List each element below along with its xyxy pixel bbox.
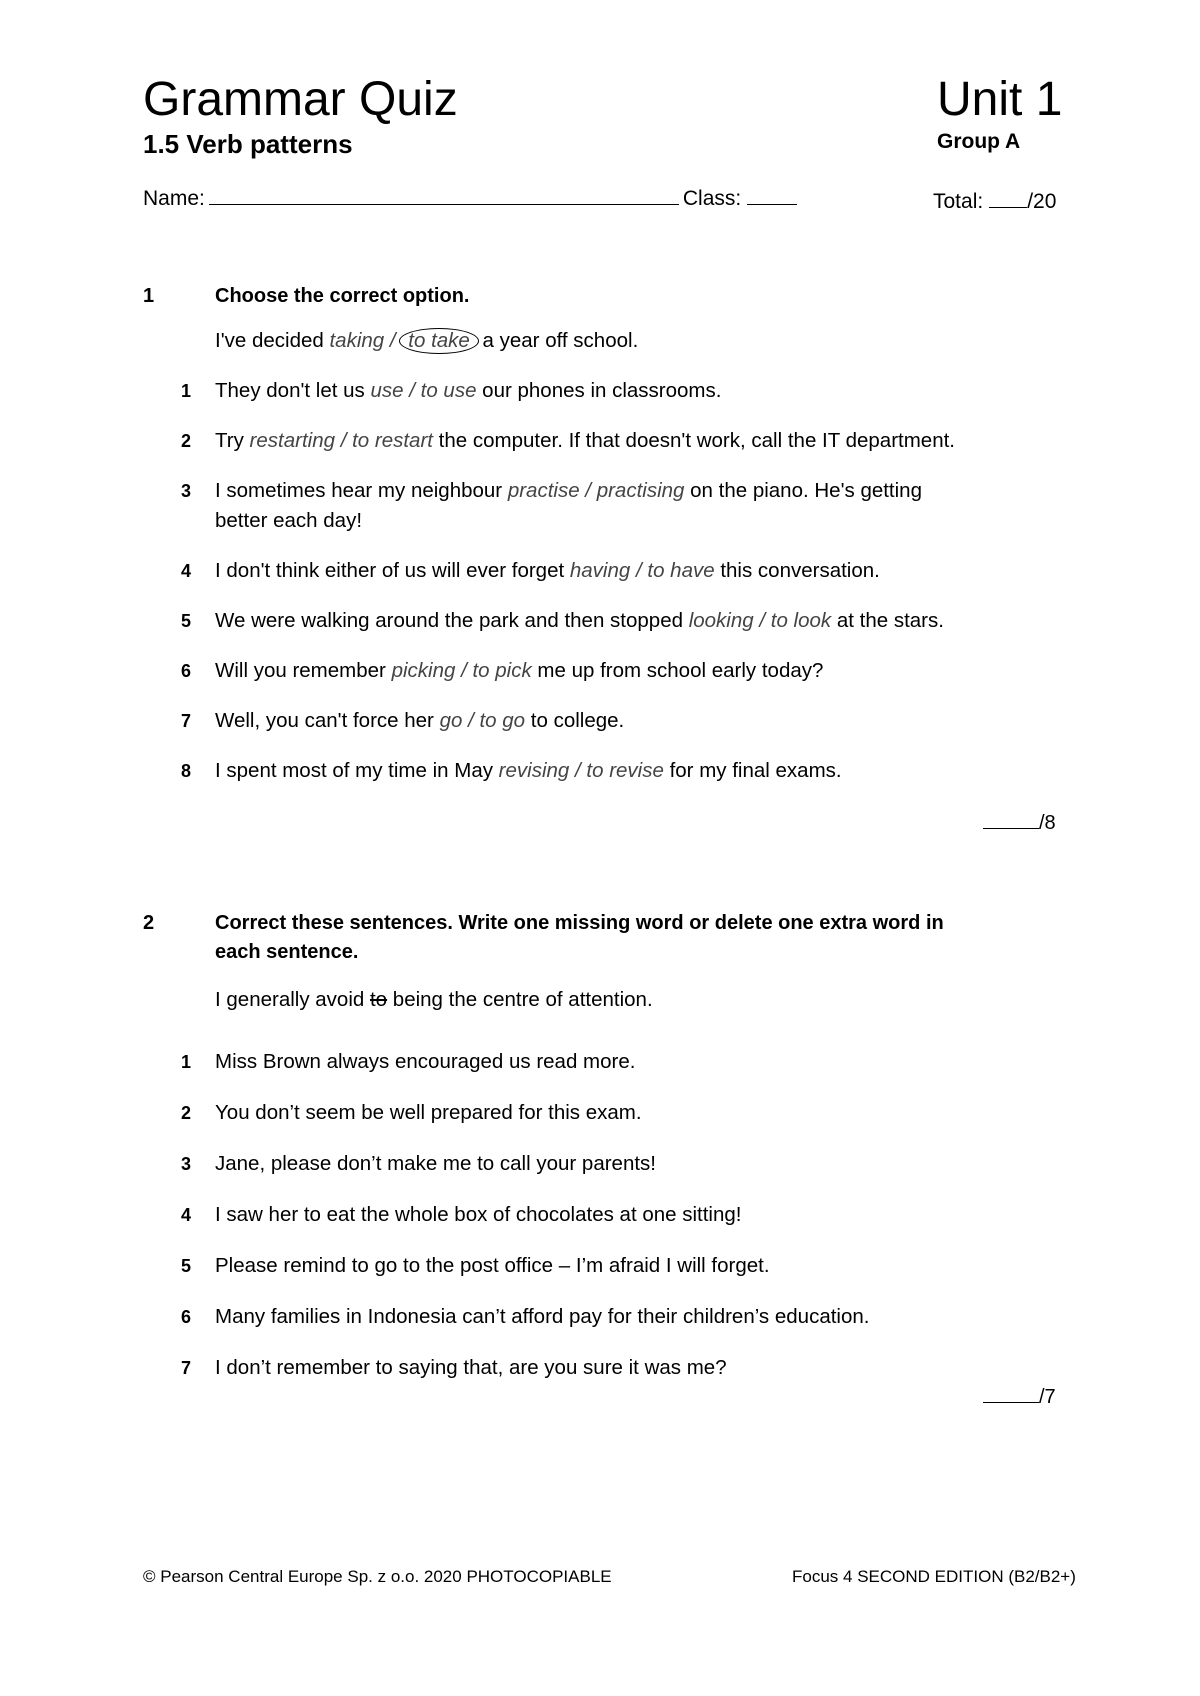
- s2-item[interactable]: Many families in Indonesia can’t afford pay for their children’s education.: [215, 1305, 870, 1328]
- section2-score: /7: [983, 1383, 1056, 1411]
- s1-item-number: 6: [180, 661, 191, 681]
- struck-word: to: [369, 988, 388, 1011]
- s2-item-number: 5: [180, 1256, 191, 1276]
- s2-item-number: 1: [180, 1052, 191, 1072]
- footer-edition: Focus 4 SECOND EDITION (B2/B2+): [792, 1567, 1076, 1586]
- s2-item[interactable]: I don’t remember to saying that, are you sure it was me?: [215, 1356, 727, 1379]
- group-label: Group A: [937, 130, 1021, 153]
- s1-item-number: 3: [180, 481, 191, 501]
- s2-item[interactable]: I saw her to eat the whole box of chocolates at one sitting!: [215, 1203, 742, 1226]
- page-subtitle: 1.5 Verb patterns: [143, 129, 353, 159]
- section1-score-field[interactable]: [983, 810, 1039, 829]
- answer-options[interactable]: having / to have: [569, 559, 715, 582]
- section2-instruction: Correct these sentences. Write one missing word or delete one extra word in each sentence.: [215, 912, 944, 963]
- answer-options[interactable]: picking / to pick: [391, 659, 532, 682]
- s1-item: I spent most of my time in May revising / to revise for my final exams.: [215, 759, 842, 782]
- s1-item-number: 4: [180, 561, 191, 581]
- s2-item-number: 7: [180, 1358, 191, 1378]
- s1-item: Try restarting / to restart the computer. If that doesn't work, call the IT department.: [215, 429, 955, 452]
- s1-item-number: 1: [180, 381, 191, 401]
- s1-item: I don't think either of us will ever forget having / to have this conversation.: [215, 559, 880, 582]
- answer-options[interactable]: go / to go: [439, 709, 526, 732]
- answer-options[interactable]: looking / to look: [688, 609, 832, 632]
- s1-item-number: 7: [180, 711, 191, 731]
- s1-item-continuation: better each day!: [215, 509, 363, 532]
- section1-instruction: Choose the correct option.: [215, 285, 470, 307]
- total-row: [933, 188, 1056, 216]
- total-field[interactable]: [989, 189, 1027, 208]
- section2-score-field[interactable]: [983, 1384, 1039, 1403]
- section1-example: I've decided taking / to take a year off school.: [215, 329, 639, 352]
- s1-item: They don't let us use / to use our phones in classrooms.: [215, 379, 722, 402]
- name-class-row: [143, 185, 797, 213]
- section2-example: I generally avoid to being the centre of attention.: [215, 988, 653, 1011]
- s2-item-number: 2: [180, 1103, 191, 1123]
- s2-item[interactable]: You don’t seem be well prepared for this exam.: [215, 1101, 642, 1124]
- class-label: Class:: [682, 187, 742, 210]
- footer-copyright: © Pearson Central Europe Sp. z o.o. 2020 PHOTOCOPIABLE: [143, 1567, 612, 1586]
- s2-item[interactable]: Jane, please don’t make me to call your parents!: [215, 1152, 656, 1175]
- answer-options[interactable]: restarting / to restart: [249, 429, 433, 452]
- total-label: Total:: [933, 190, 984, 213]
- s2-item[interactable]: Please remind to go to the post office – I’m afraid I will forget.: [215, 1254, 770, 1277]
- s2-item-number: 4: [180, 1205, 191, 1225]
- s2-item-number: 3: [180, 1154, 191, 1174]
- name-label: Name:: [143, 187, 205, 210]
- s1-item: We were walking around the park and then stopped looking / to look at the stars.: [215, 609, 944, 632]
- s1-item: I sometimes hear my neighbour practise / practising on the piano. He's getting: [215, 479, 922, 502]
- section1-score: /8: [983, 809, 1056, 837]
- name-field[interactable]: [209, 186, 679, 205]
- s1-item-number: 8: [180, 761, 191, 781]
- class-field[interactable]: [747, 186, 797, 205]
- example-option-a: taking: [329, 329, 385, 352]
- answer-options[interactable]: use / to use: [370, 379, 477, 402]
- s1-item-number: 2: [180, 431, 191, 451]
- answer-options[interactable]: practise / practising: [507, 479, 685, 502]
- page-title: Grammar Quiz: [143, 73, 458, 126]
- s1-item-number: 5: [180, 611, 191, 631]
- s2-item-number: 6: [180, 1307, 191, 1327]
- s1-item: Well, you can't force her go / to go to college.: [215, 709, 625, 732]
- example-circled-answer: to take: [399, 328, 479, 354]
- unit-label: Unit 1: [937, 73, 1063, 126]
- answer-options[interactable]: revising / to revise: [498, 759, 664, 782]
- section1-number: 1: [143, 285, 155, 307]
- section2-number: 2: [143, 912, 155, 934]
- s1-item: Will you remember picking / to pick me up from school early today?: [215, 659, 824, 682]
- total-max: /20: [1027, 190, 1057, 213]
- s2-item[interactable]: Miss Brown always encouraged us read more.: [215, 1050, 636, 1073]
